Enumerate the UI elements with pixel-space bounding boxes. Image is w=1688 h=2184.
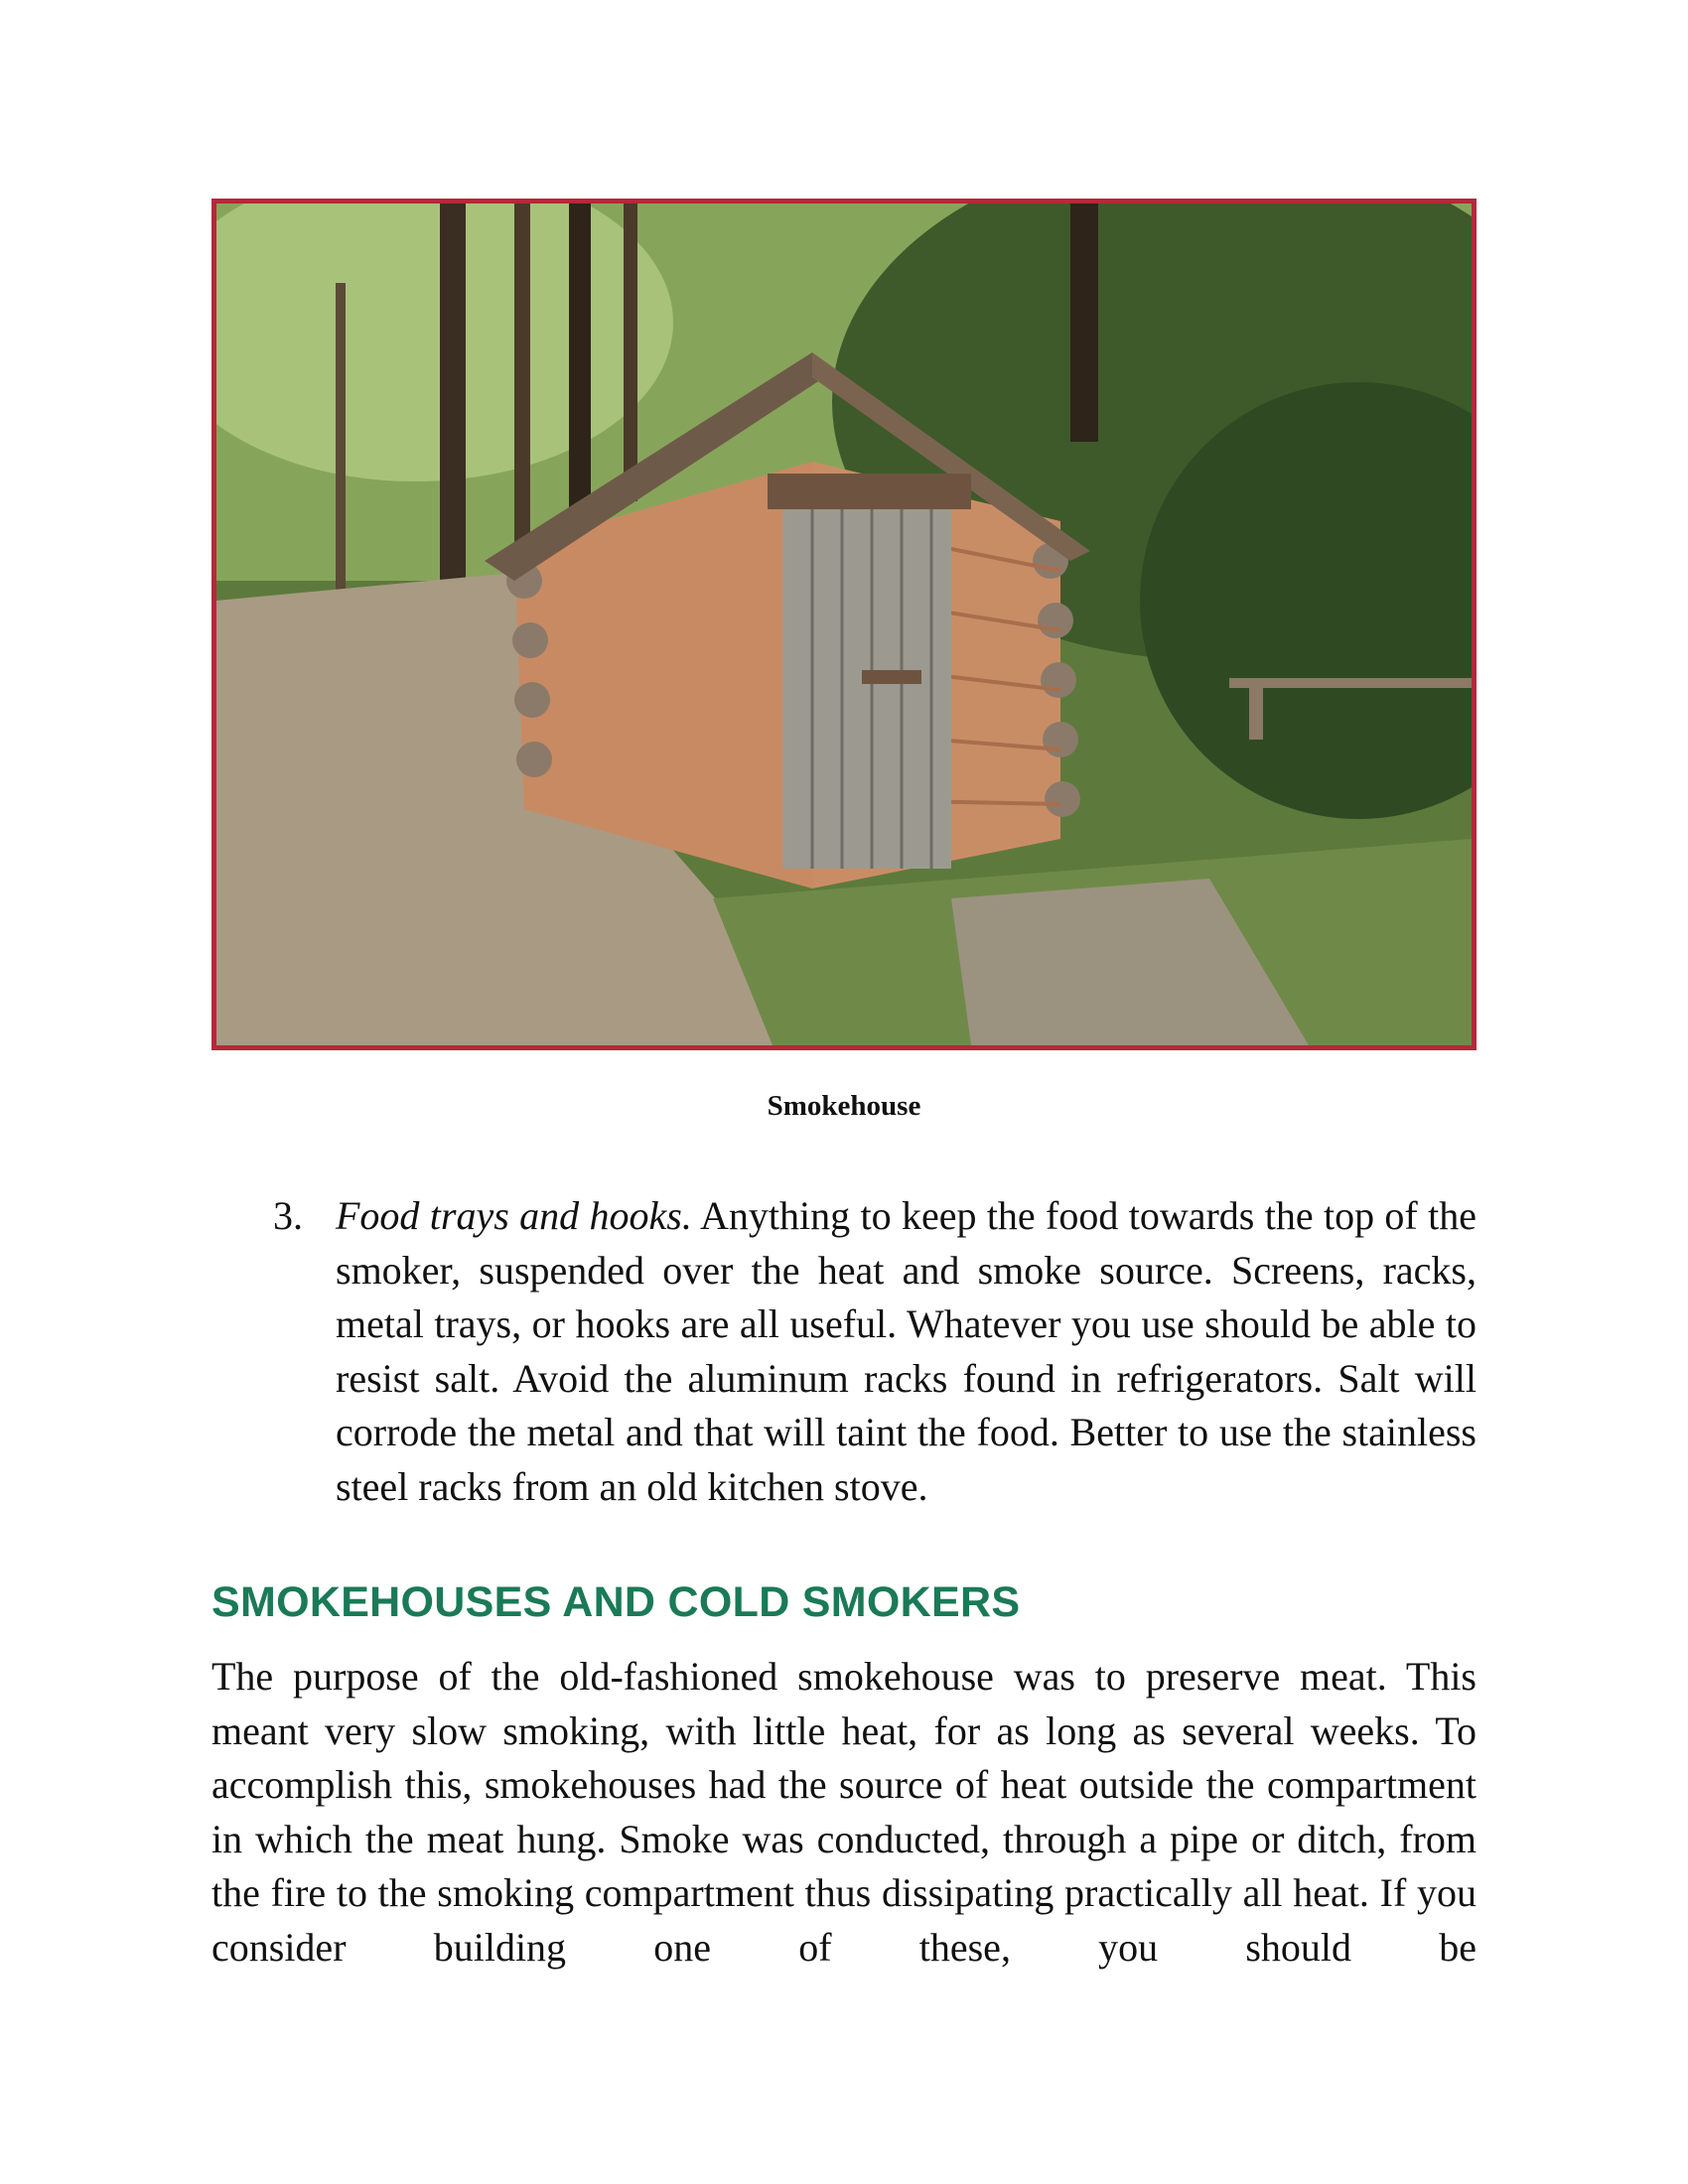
list-body <box>336 1189 1477 1514</box>
smokehouse-illustration <box>216 204 1472 1045</box>
list-number: 3. <box>273 1193 303 1238</box>
list-item <box>211 1189 1477 1514</box>
section-heading: SMOKEHOUSES AND COLD SMOKERS <box>211 1578 1021 1626</box>
list-text: Anything to keep the food towards the top of the smoker, suspended over the heat and smoke source. Screens, racks, metal trays, or hooks are all useful. Whatever you use should be able to resist salt. Avoid the aluminum racks found in refrigerators. Salt will corrode the metal and that will taint the food. Better to use the stainless steel racks from an old kitchen stove. <box>336 1193 1477 1509</box>
list-term: Food trays and hooks. <box>336 1193 692 1238</box>
figure-caption: Smokehouse <box>767 1090 921 1122</box>
section-paragraph: The purpose of the old-fashioned smokehouse was to preserve meat. This meant very slow smoking, with little heat, for as long as several weeks. To accomplish this, smokehouses had the source of heat outside the compartment in which the meat hung. Smoke was conducted, through a pipe or ditch, from the fire to the smoking compartment thus dissipating practically all heat. If you consider building one of these, you should be <box>211 1654 1477 1970</box>
smokehouse-photo <box>211 199 1477 1050</box>
